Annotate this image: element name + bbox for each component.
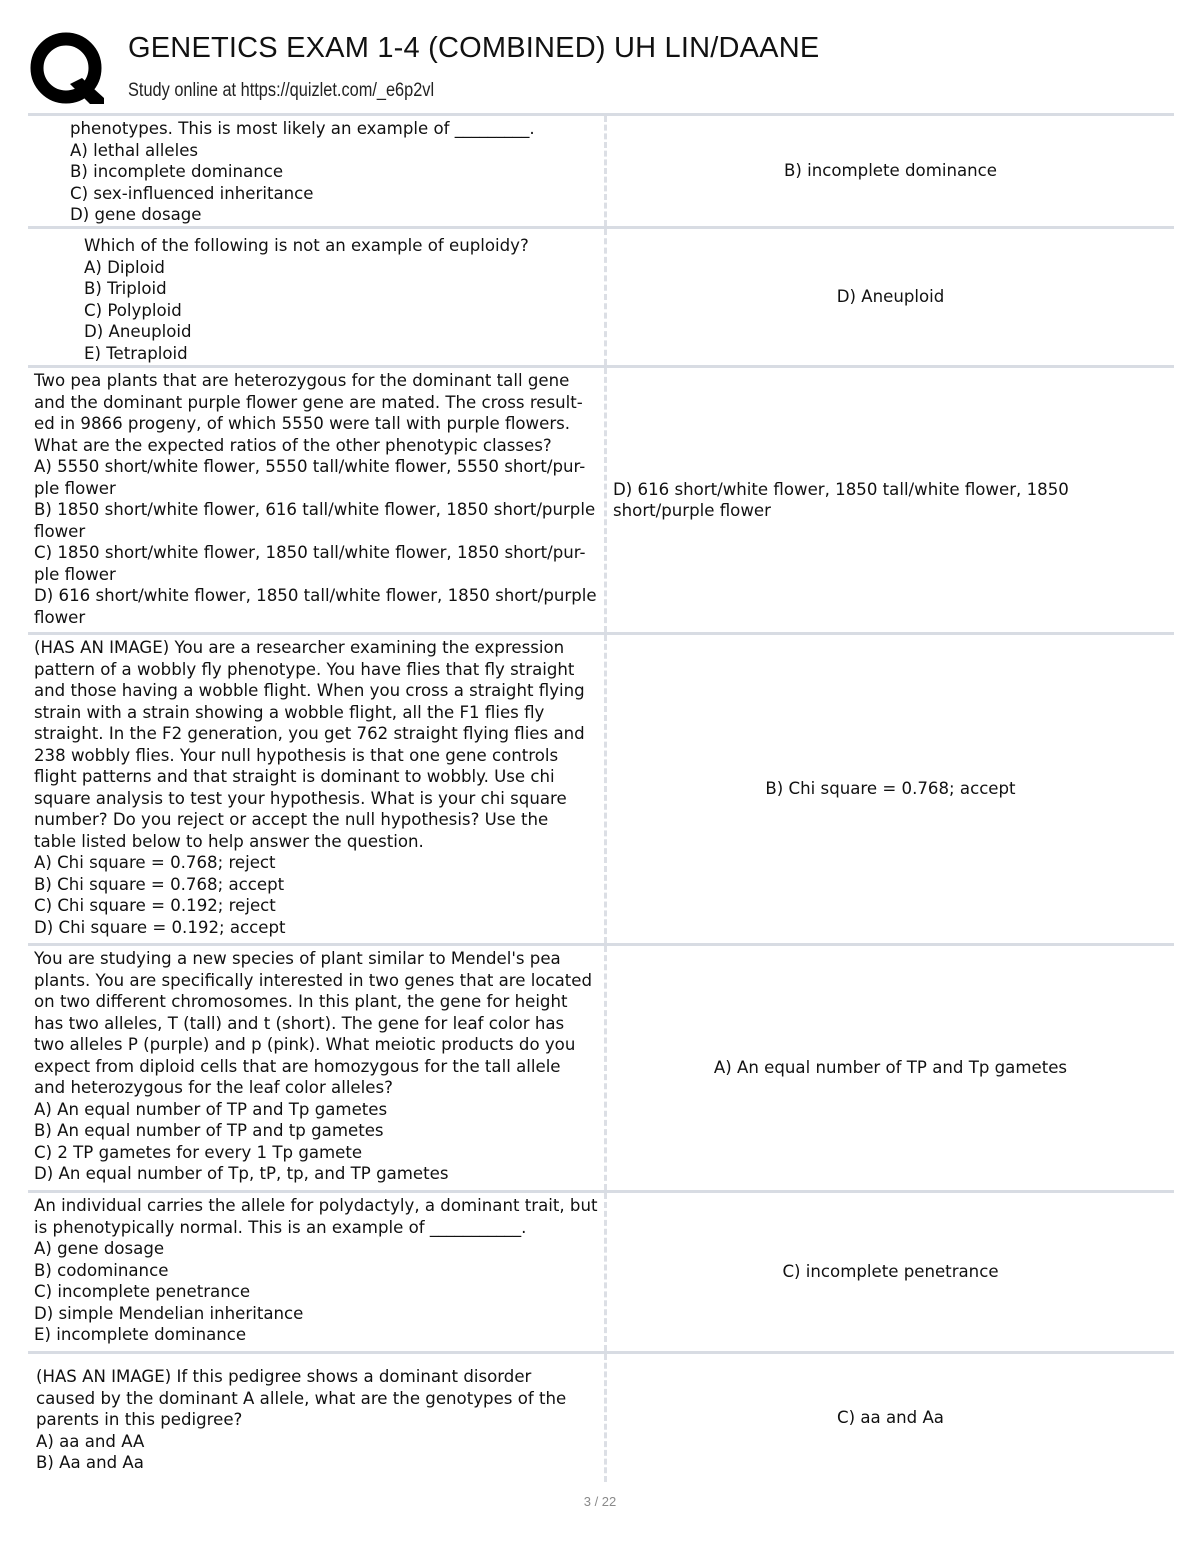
question-line: Two pea plants that are heterozygous for the dominant tall gene: [34, 371, 570, 390]
question-line: number? Do you reject or accept the null hypothesis? Use the: [34, 810, 549, 829]
flashcard-row: [28, 226, 1174, 365]
flashcard-row: [28, 632, 1174, 943]
flashcard-row: [28, 113, 1174, 226]
question-cell: [28, 229, 607, 365]
question-line: C) 2 TP gametes for every 1 Tp gamete: [34, 1142, 363, 1162]
question-line: B) Aa and Aa: [36, 1453, 144, 1472]
question-line: A) aa and AA: [36, 1431, 145, 1451]
flashcard-row: [28, 365, 1174, 632]
question-line: C) sex-influenced inheritance: [70, 183, 314, 203]
flashcard-row: [28, 1190, 1174, 1351]
question-line: A) An equal number of TP and Tp gametes: [34, 1099, 388, 1119]
flashcard-row: [28, 943, 1174, 1190]
question-line: B) An equal number of TP and tp gametes: [34, 1121, 384, 1140]
question-line: B) Chi square = 0.768; accept: [34, 874, 285, 894]
question-line: on two different chromosomes. In this plant, the gene for height: [34, 992, 568, 1011]
question-line: straight. In the F2 generation, you get 762 straight flying flies and: [34, 724, 585, 743]
question-cell: [28, 1193, 607, 1351]
question-line: C) Polyploid: [84, 300, 182, 320]
flashcard-table: [28, 113, 1174, 1482]
answer-cell: D) Aneuploid: [836, 287, 945, 307]
question-line: A) gene dosage: [34, 1239, 165, 1258]
answer-cell: B) Chi square = 0.768; accept: [765, 779, 1016, 799]
study-online-link[interactable]: Study online at https://quizlet.com/_e6p2vl: [128, 80, 435, 101]
question-line: C) Chi square = 0.192; reject: [34, 896, 276, 915]
question-line: pattern of a wobbly fly phenotype. You have flies that fly straight: [34, 659, 575, 679]
question-line: B) Triploid: [84, 279, 167, 298]
question-line: A) Chi square = 0.768; reject: [34, 853, 276, 872]
question-line: and heterozygous for the leaf color alleles?: [34, 1078, 393, 1097]
question-cell: [28, 1354, 607, 1482]
question-line: A) Diploid: [84, 257, 165, 277]
question-line: D) An equal number of Tp, tP, tp, and TP gametes: [34, 1164, 449, 1183]
question-line: flight patterns and that straight is dominant to wobbly. Use chi: [34, 767, 555, 786]
document-title: GENETICS EXAM 1-4 (COMBINED) UH LIN/DAANE: [128, 32, 820, 64]
question-line: B) codominance: [34, 1260, 169, 1280]
question-line: (HAS AN IMAGE) You are a researcher examining the expression: [34, 638, 565, 657]
question-line: You are studying a new species of plant similar to Mendel's pea: [34, 949, 561, 968]
question-line: An individual carries the allele for polydactyly, a dominant trait, but: [34, 1196, 598, 1215]
question-line: two alleles P (purple) and p (pink). What meiotic products do you: [34, 1035, 576, 1054]
question-line: 238 wobbly flies. Your null hypothesis is that one gene controls: [34, 745, 559, 765]
question-line: and those having a wobble flight. When you cross a straight flying: [34, 681, 585, 700]
question-line: caused by the dominant A allele, what are the genotypes of the: [36, 1388, 567, 1408]
question-line: D) Aneuploid: [84, 322, 192, 341]
flashcard-row: [28, 1351, 1174, 1482]
question-line: B) 1850 short/white flower, 616 tall/white flower, 1850 short/purple: [34, 500, 596, 519]
question-line: ed in 9866 progeny, of which 5550 were tall with purple flowers.: [34, 414, 571, 433]
document-header: [30, 28, 1180, 110]
question-line: Which of the following is not an example of euploidy?: [84, 236, 529, 255]
question-line: D) Chi square = 0.192; accept: [34, 917, 286, 937]
question-line: D) simple Mendelian inheritance: [34, 1303, 304, 1323]
quizlet-logo-icon: [30, 32, 106, 108]
question-line: flower: [34, 607, 86, 627]
question-line: parents in this pedigree?: [36, 1410, 243, 1429]
question-cell: [28, 368, 607, 632]
question-line: C) 1850 short/white flower, 1850 tall/white flower, 1850 short/pur-: [34, 543, 586, 562]
question-line: is phenotypically normal. This is an example of ___________.: [34, 1217, 527, 1237]
question-line: table listed below to help answer the question.: [34, 831, 424, 851]
question-line: expect from diploid cells that are homozygous for the tall allele: [34, 1056, 561, 1076]
question-line: A) lethal alleles: [70, 140, 199, 160]
question-line: E) incomplete dominance: [34, 1325, 247, 1344]
page-number: 3 / 22: [583, 1494, 617, 1509]
question-line: ple flower: [34, 564, 116, 584]
question-line: flower: [34, 521, 86, 541]
question-line: strain with a strain showing a wobble flight, all the F1 flies fly: [34, 702, 545, 722]
question-line: plants. You are specifically interested in two genes that are located: [34, 970, 593, 990]
question-line: A) 5550 short/white flower, 5550 tall/white flower, 5550 short/pur-: [34, 457, 586, 476]
question-line: phenotypes. This is most likely an example of _________.: [70, 119, 535, 138]
question-line: What are the expected ratios of the other phenotypic classes?: [34, 435, 552, 455]
question-line: has two alleles, T (tall) and t (short). The gene for leaf color has: [34, 1013, 565, 1033]
answer-cell: B) incomplete dominance: [783, 161, 998, 181]
question-line: D) 616 short/white flower, 1850 tall/white flower, 1850 short/purple: [34, 586, 597, 605]
answer-cell: D) 616 short/white flower, 1850 tall/white flower, 1850 short/purple flower: [613, 479, 1069, 520]
answer-cell: C) incomplete penetrance: [782, 1262, 999, 1282]
question-line: D) gene dosage: [70, 205, 202, 224]
question-cell: [28, 946, 607, 1190]
question-line: ple flower: [34, 478, 116, 498]
question-line: and the dominant purple flower gene are mated. The cross result-: [34, 392, 583, 412]
question-cell: [28, 635, 607, 943]
question-line: B) incomplete dominance: [70, 162, 284, 181]
question-line: C) incomplete penetrance: [34, 1282, 251, 1301]
question-line: square analysis to test your hypothesis. What is your chi square: [34, 788, 567, 808]
question-cell: [28, 116, 607, 226]
question-line: E) Tetraploid: [84, 343, 188, 363]
answer-cell: C) aa and Aa: [837, 1408, 944, 1428]
question-line: (HAS AN IMAGE) If this pedigree shows a dominant disorder: [36, 1367, 532, 1386]
answer-cell: A) An equal number of TP and Tp gametes: [713, 1058, 1068, 1078]
